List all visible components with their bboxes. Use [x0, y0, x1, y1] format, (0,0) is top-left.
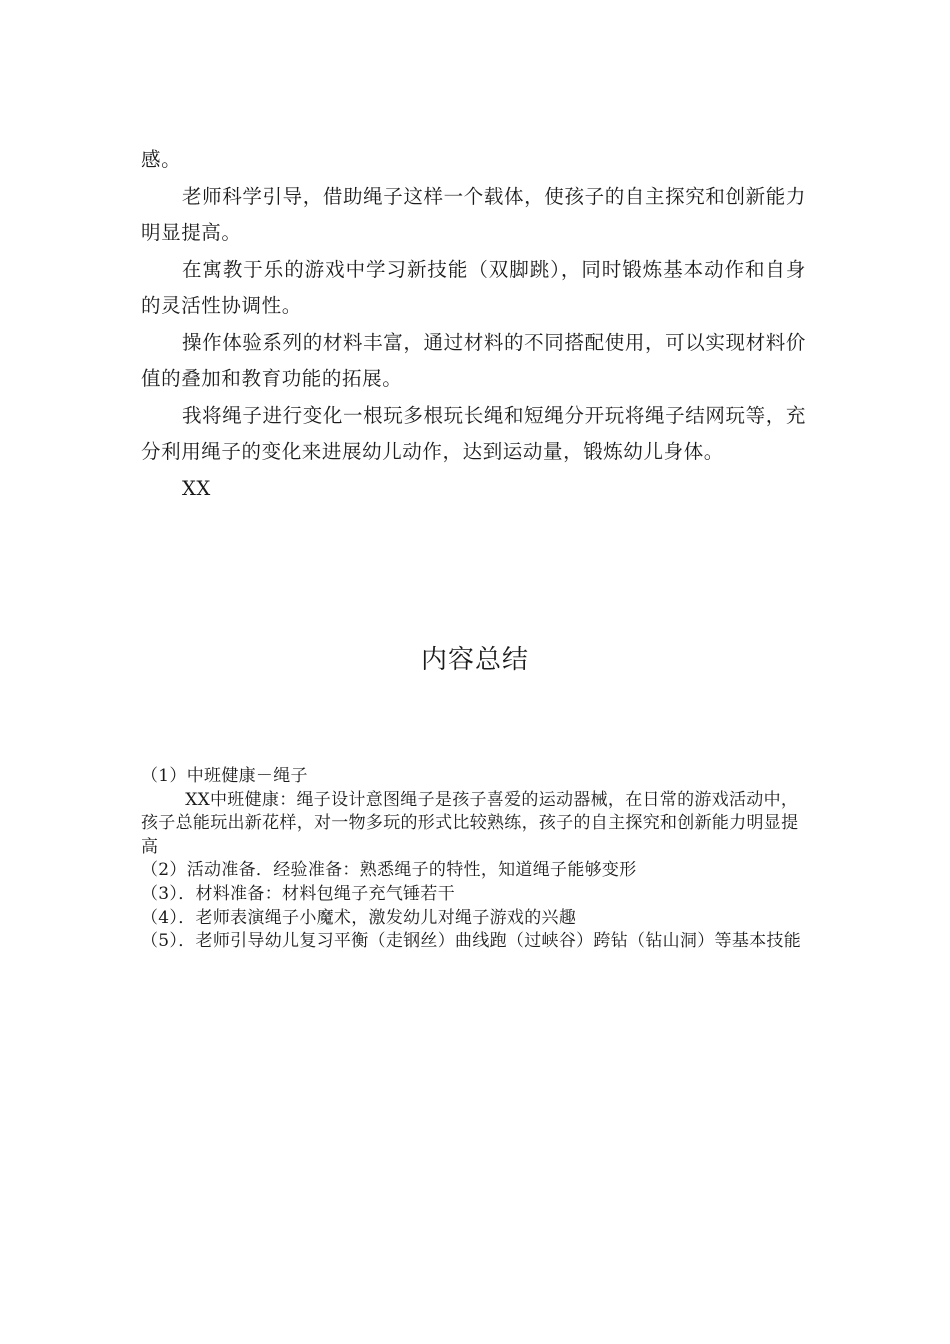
- summary-item-5: （4）．老师表演绳子小魔术，激发幼儿对绳子游戏的兴趣: [141, 907, 577, 928]
- summary-item-4: （3）．材料准备：材料包绳子充气锤若干: [141, 883, 456, 904]
- summary-item-1: （1）中班健康－绳子: [141, 766, 308, 786]
- summary-item-2: XX中班健康：绳子设计意图绳子是孩子喜爱的运动器械，在日常的游戏活动中，孩子总能玩出新花样，对一物多玩的形式比较熟练，孩子的自主探究和创新能力明显提高: [141, 789, 799, 857]
- summary-item-3: （2）活动准备．经验准备：熟悉绳子的特性，知道绳子能够变形: [141, 860, 637, 881]
- summary-item-6: （5）．老师引导幼儿复习平衡（走钢丝）曲线跑（过峡谷）跨钻（钻山洞）等基本技能: [141, 931, 802, 952]
- body-paragraph-6: XX: [181, 476, 211, 500]
- body-paragraph-4: 操作体验系列的材料丰富，通过材料的不同搭配使用，可以实现材料价值的叠加和教育功能的拓展。: [141, 330, 806, 390]
- body-text: [141, 142, 806, 507]
- summary-list: [141, 765, 809, 954]
- body-paragraph-2: 老师科学引导，借助绳子这样一个载体，使孩子的自主探究和创新能力明显提高。: [141, 184, 806, 244]
- body-paragraph-5: 我将绳子进行变化一根玩多根玩长绳和短绳分开玩将绳子结网玩等，充分利用绳子的变化来进展幼儿动作，达到运动量，锻炼幼儿身体。: [141, 403, 806, 463]
- body-paragraph-1: 感。: [141, 148, 182, 171]
- body-paragraph-3: 在寓教于乐的游戏中学习新技能（双脚跳），同时锻炼基本动作和自身的灵活性协调性。: [141, 257, 806, 317]
- summary-title: 内容总结: [420, 645, 529, 675]
